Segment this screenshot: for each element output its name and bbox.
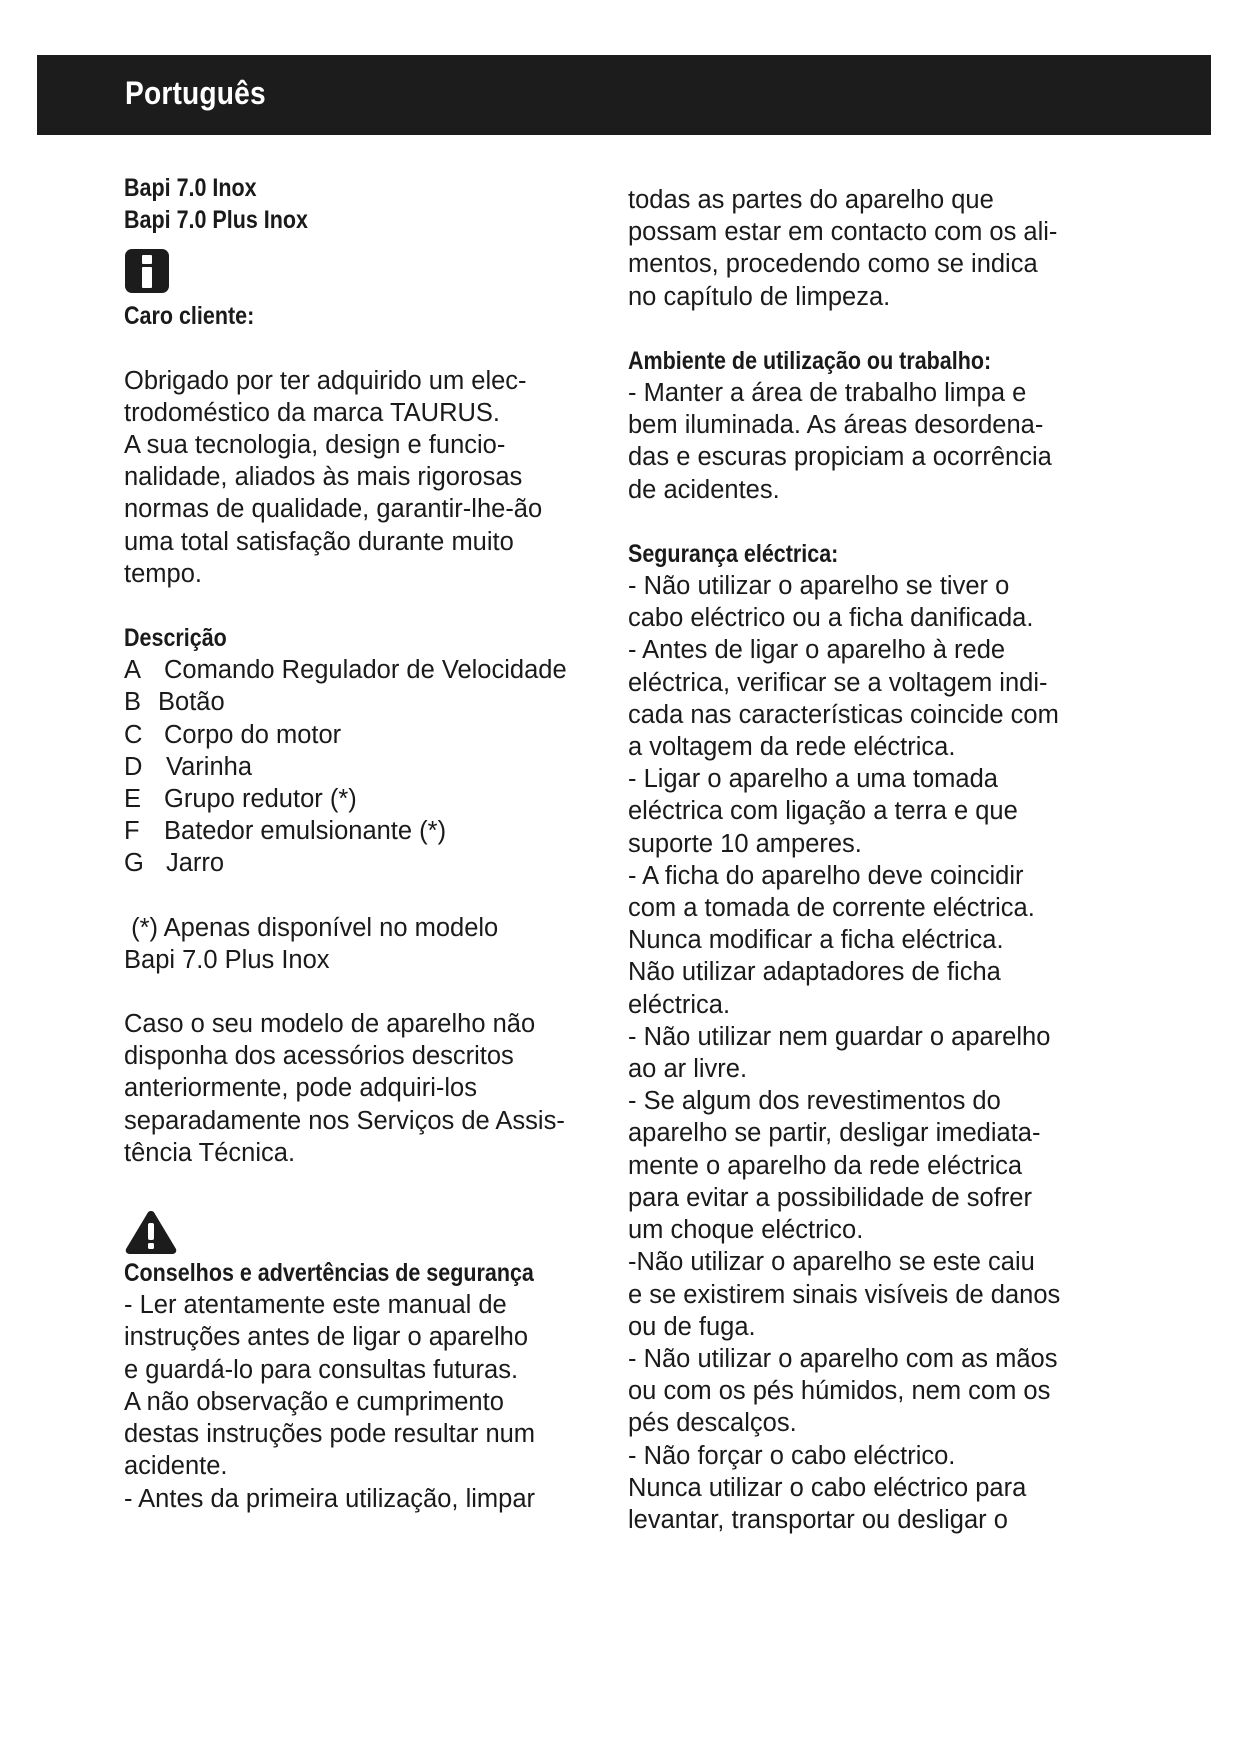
description-letter: G <box>124 849 144 878</box>
electrical-line: eléctrica. <box>628 990 731 1019</box>
description-letter: F <box>124 817 140 846</box>
intro-line: Obrigado por ter adquirido um elec- <box>124 366 527 395</box>
electrical-line: ao ar livre. <box>628 1055 748 1084</box>
model-name: Bapi 7.0 Plus Inox <box>124 206 308 235</box>
safety-line: A não observação e cumprimento <box>124 1387 504 1416</box>
accessories-line: separadamente nos Serviços de Assis- <box>124 1106 565 1135</box>
description-letter: A <box>124 656 142 685</box>
safety-line: destas instruções pode resultar num <box>124 1420 536 1449</box>
accessories-line: tência Técnica. <box>124 1138 296 1167</box>
description-text: Corpo do motor <box>164 720 342 749</box>
electrical-line: Nunca utilizar o cabo eléctrico para <box>628 1473 1027 1502</box>
electrical-heading: Segurança eléctrica: <box>628 539 839 568</box>
electrical-line: aparelho se partir, desligar imediata- <box>628 1119 1041 1148</box>
description-item <box>124 815 594 847</box>
electrical-line: - Antes de ligar o aparelho à rede <box>628 636 1006 665</box>
safety-heading: Conselhos e advertências de segurança <box>124 1259 534 1288</box>
electrical-line: - Não utilizar o aparelho se tiver o <box>628 572 1010 601</box>
description-item <box>124 783 594 815</box>
right-column <box>628 184 1098 1536</box>
intro-line: normas de qualidade, garantir-lhe-ão <box>124 495 543 524</box>
electrical-line: um choque eléctrico. <box>628 1216 864 1245</box>
description-item <box>124 847 594 879</box>
electrical-line: para evitar a possibilidade de sofrer <box>628 1183 1032 1212</box>
electrical-line: - Se algum dos revestimentos do <box>628 1087 1001 1116</box>
electrical-line: levantar, transportar ou desligar o <box>628 1505 1008 1534</box>
model-name: Bapi 7.0 Inox <box>124 174 257 202</box>
intro-line: trodoméstico da marca TAURUS. <box>124 398 501 427</box>
environment-heading: Ambiente de utilização ou trabalho: <box>628 346 992 375</box>
electrical-line: - Ligar o aparelho a uma tomada <box>628 765 998 794</box>
greeting-heading: Caro cliente: <box>124 302 255 331</box>
description-letter: E <box>124 785 142 814</box>
electrical-line: Não utilizar adaptadores de ficha <box>628 958 1001 987</box>
continuation-line: todas as partes do aparelho que <box>628 186 994 214</box>
warning-icon <box>124 1209 178 1255</box>
environment-line: de acidentes. <box>628 475 780 504</box>
electrical-line: suporte 10 amperes. <box>628 829 862 858</box>
description-letter: C <box>124 720 143 749</box>
description-text: Botão <box>158 688 225 717</box>
description-text: Jarro <box>166 849 225 878</box>
description-text: Varinha <box>166 752 253 781</box>
footnote-line: Bapi 7.0 Plus Inox <box>124 945 330 974</box>
description-text: Batedor emulsionante (*) <box>164 817 447 846</box>
electrical-line: eléctrica, verificar se a voltagem indi- <box>628 668 1048 697</box>
intro-line: A sua tecnologia, design e funcio- <box>124 431 506 460</box>
safety-line: instruções antes de ligar o aparelho <box>124 1323 529 1352</box>
electrical-line: - A ficha do aparelho deve coincidir <box>628 861 1024 890</box>
environment-line: bem iluminada. As áreas desordena- <box>628 411 1044 440</box>
description-text: Grupo redutor (*) <box>164 785 357 814</box>
safety-line: - Antes da primeira utilização, limpar <box>124 1484 536 1513</box>
description-item <box>124 686 594 718</box>
description-letter: D <box>124 752 143 781</box>
intro-line: nalidade, aliados às mais rigorosas <box>124 463 523 492</box>
language-banner <box>37 55 1211 135</box>
footnote-line: (*) Apenas disponível no modelo <box>124 913 499 942</box>
electrical-line: cada nas características coincide com <box>628 700 1059 729</box>
continuation-line: no capítulo de limpeza. <box>628 282 891 311</box>
environment-line: - Manter a área de trabalho limpa e <box>628 379 1027 408</box>
electrical-line: ou de fuga. <box>628 1312 756 1341</box>
description-letter: B <box>124 688 142 717</box>
intro-line: tempo. <box>124 559 202 588</box>
continuation-line: possam estar em contacto com os ali- <box>628 218 1058 247</box>
description-item <box>124 719 594 751</box>
electrical-line: cabo eléctrico ou a ficha danificada. <box>628 604 1034 633</box>
intro-line: uma total satisfação durante muito <box>124 527 514 556</box>
accessories-line: anteriormente, pode adquiri-los <box>124 1074 477 1103</box>
electrical-line: pés descalços. <box>628 1409 797 1438</box>
environment-line: das e escuras propiciam a ocorrência <box>628 443 1052 472</box>
safety-line: e guardá-lo para consultas futuras. <box>124 1355 519 1384</box>
info-icon <box>124 248 170 294</box>
safety-line: - Ler atentamente este manual de <box>124 1291 507 1320</box>
electrical-line: a voltagem da rede eléctrica. <box>628 733 956 762</box>
left-column <box>124 172 594 1515</box>
electrical-line: e se existirem sinais visíveis de danos <box>628 1280 1061 1309</box>
language-title: Português <box>125 75 266 111</box>
safety-line: acidente. <box>124 1452 228 1481</box>
description-text: Comando Regulador de Velocidade <box>164 656 567 685</box>
accessories-line: Caso o seu modelo de aparelho não <box>124 1010 536 1039</box>
electrical-line: com a tomada de corrente eléctrica. <box>628 894 1035 923</box>
description-heading: Descrição <box>124 624 227 653</box>
electrical-line: - Não utilizar o aparelho com as mãos <box>628 1344 1058 1373</box>
electrical-line: mente o aparelho da rede eléctrica <box>628 1151 1023 1180</box>
electrical-line: - Não forçar o cabo eléctrico. <box>628 1441 956 1470</box>
description-item <box>124 654 594 686</box>
electrical-line: eléctrica com ligação a terra e que <box>628 797 1018 826</box>
electrical-line: - Não utilizar nem guardar o aparelho <box>628 1022 1051 1051</box>
accessories-line: disponha dos acessórios descritos <box>124 1042 514 1071</box>
electrical-line: ou com os pés húmidos, nem com os <box>628 1377 1051 1406</box>
electrical-line: Nunca modificar a ficha eléctrica. <box>628 926 1004 955</box>
electrical-line: -Não utilizar o aparelho se este caiu <box>628 1248 1035 1277</box>
description-item <box>124 751 594 783</box>
continuation-line: mentos, procedendo como se indica <box>628 250 1038 279</box>
